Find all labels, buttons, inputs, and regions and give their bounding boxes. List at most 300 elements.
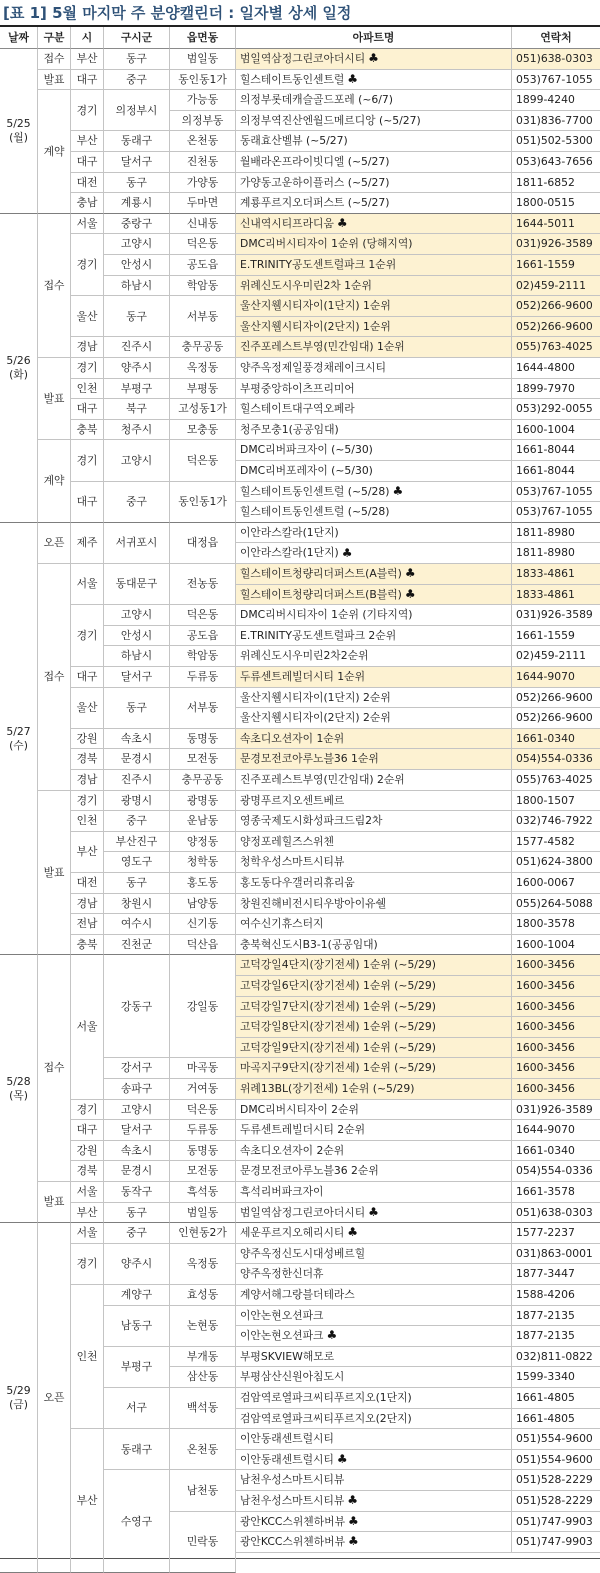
phone-cell: 1661-1559 xyxy=(512,255,600,276)
apartment-name: 힐스테이트청량리더퍼스트(A블럭) xyxy=(240,567,402,581)
town-cell: 동인동1가 xyxy=(170,482,236,523)
apartment-cell xyxy=(236,49,512,70)
apartment-cell xyxy=(236,1244,512,1265)
town-cell: 덕은동 xyxy=(170,440,236,481)
district-cell: 진주시 xyxy=(104,770,170,791)
district-cell: 동래구 xyxy=(104,131,170,152)
apartment-cell xyxy=(236,543,512,564)
district-cell: 고양시 xyxy=(104,1100,170,1121)
phone-cell: 1644-9070 xyxy=(512,1120,600,1141)
town-cell: 흑석동 xyxy=(170,1182,236,1203)
district-cell: 서구 xyxy=(104,1388,170,1429)
apartment-name: 이안논현오션파크 xyxy=(240,1308,324,1322)
town-cell: 남천동 xyxy=(170,1470,236,1511)
apartment-name: 월배라온프라이빗디엘 (~5/27) xyxy=(240,155,390,169)
town-cell: 전농동 xyxy=(170,564,236,605)
apartment-cell xyxy=(236,873,512,894)
phone-cell: 031)926-3589 xyxy=(512,234,600,255)
town-cell: 서부동 xyxy=(170,296,236,337)
city-cell: 경기 xyxy=(71,791,104,812)
town-cell: 인현동2가 xyxy=(170,1223,236,1244)
phone-cell: 1661-3578 xyxy=(512,1182,600,1203)
town-cell: 충무공동 xyxy=(170,337,236,358)
phone-cell: 051)528-2229 xyxy=(512,1491,600,1512)
city-cell: 경기 xyxy=(71,358,104,379)
club-icon: ♣ xyxy=(368,51,379,66)
district-cell: 청주시 xyxy=(104,420,170,441)
apartment-cell xyxy=(236,1306,512,1327)
town-cell: 덕산읍 xyxy=(170,935,236,956)
apartment-name: 홍도동다우갤러리휴리움 xyxy=(240,876,355,890)
apartment-name: 고덕강일9단지(장기전세) 1순위 (~5/29) xyxy=(240,1040,436,1054)
town-cell: 범일동 xyxy=(170,1203,236,1224)
apartment-cell xyxy=(236,1512,512,1533)
district-cell: 수영구 xyxy=(104,1470,170,1573)
district-cell: 문경시 xyxy=(104,749,170,770)
city-cell: 인천 xyxy=(71,379,104,400)
district-cell: 안성시 xyxy=(104,255,170,276)
district-cell: 하남시 xyxy=(104,276,170,297)
city-cell: 충북 xyxy=(71,935,104,956)
type-cell: 접수 xyxy=(38,564,71,791)
apartment-name: 부평삼산신원아침도시 xyxy=(240,1370,345,1384)
apartment-cell xyxy=(236,1326,512,1347)
phone-cell: 053)767-1055 xyxy=(512,502,600,523)
phone-cell: 052)266-9600 xyxy=(512,317,600,338)
city-cell: 대구 xyxy=(71,70,104,91)
city-cell: 대구 xyxy=(71,667,104,688)
district-cell: 동작구 xyxy=(104,1182,170,1203)
city-cell: 충남 xyxy=(71,193,104,214)
apartment-cell xyxy=(236,749,512,770)
apartment-cell xyxy=(236,1388,512,1409)
phone-cell: 1661-4805 xyxy=(512,1409,600,1430)
district-cell: 속초시 xyxy=(104,1141,170,1162)
phone-cell: 031)836-7700 xyxy=(512,111,600,132)
apartment-name: 창원진해비전시티우방아이유쉘 xyxy=(240,896,387,910)
town-cell: 공도읍 xyxy=(170,255,236,276)
town-cell: 대정읍 xyxy=(170,523,236,564)
apartment-name: E.TRINITY공도센트럴파크 1순위 xyxy=(240,258,397,272)
phone-cell: 051)624-3800 xyxy=(512,852,600,873)
schedule-table xyxy=(0,25,600,1559)
apartment-cell xyxy=(236,523,512,544)
city-cell: 강원 xyxy=(71,1141,104,1162)
phone-cell: 1600-3456 xyxy=(512,1017,600,1038)
phone-cell: 1811-6852 xyxy=(512,173,600,194)
town-cell: 덕은동 xyxy=(170,234,236,255)
town-cell: 운남동 xyxy=(170,811,236,832)
district-cell: 양주시 xyxy=(104,1244,170,1285)
phone-cell: 1577-2237 xyxy=(512,1223,600,1244)
phone-cell: 032)811-0822 xyxy=(512,1347,600,1368)
date-cell: 5/29 (금) xyxy=(0,1223,38,1573)
apartment-cell xyxy=(236,708,512,729)
apartment-name: 검암역로열파크씨티푸르지오(1단지) xyxy=(240,1391,412,1405)
apartment-cell xyxy=(236,935,512,956)
type-cell: 발표 xyxy=(38,1182,71,1223)
apartment-cell xyxy=(236,337,512,358)
town-cell: 민락동 xyxy=(170,1512,236,1573)
city-cell: 부산 xyxy=(71,1203,104,1224)
phone-cell: 054)554-0336 xyxy=(512,1161,600,1182)
apartment-cell xyxy=(236,1141,512,1162)
apartment-name: DMC리버시티자이 2순위 xyxy=(240,1102,359,1116)
apartment-cell xyxy=(236,1161,512,1182)
apartment-cell xyxy=(236,255,512,276)
phone-cell: 02)459-2111 xyxy=(512,276,600,297)
apartment-cell xyxy=(236,131,512,152)
phone-cell: 052)266-9600 xyxy=(512,708,600,729)
apartment-name: 남천우성스마트시티뷰 xyxy=(240,1473,345,1487)
apartment-name: 진주포레스트부영(민간임대) 1순위 xyxy=(240,340,405,354)
apartment-cell xyxy=(236,70,512,91)
town-cell: 효성동 xyxy=(170,1285,236,1306)
apartment-cell xyxy=(236,1285,512,1306)
district-cell: 강동구 xyxy=(104,955,170,1058)
town-cell: 덕은동 xyxy=(170,1100,236,1121)
apartment-cell xyxy=(236,214,512,235)
city-cell: 경기 xyxy=(71,1244,104,1285)
city-cell: 경기 xyxy=(71,90,104,131)
apartment-name: 이안라스칼라(1단지) xyxy=(240,525,339,539)
type-cell: 발표 xyxy=(38,791,71,956)
phone-cell: 1811-8980 xyxy=(512,543,600,564)
apartment-cell xyxy=(236,976,512,997)
apartment-cell xyxy=(236,1429,512,1450)
city-cell: 충북 xyxy=(71,420,104,441)
district-cell: 중구 xyxy=(104,70,170,91)
city-cell: 서울 xyxy=(71,1182,104,1203)
apartment-name: 고덕강일6단지(장기전세) 1순위 (~5/29) xyxy=(240,979,436,993)
town-cell: 두마면 xyxy=(170,193,236,214)
apartment-cell xyxy=(236,688,512,709)
apartment-name: 양주옥정신도시대성베르힐 xyxy=(240,1246,366,1260)
apartment-name: 힐스테이트동인센트럴 xyxy=(240,72,345,86)
city-cell: 대구 xyxy=(71,1120,104,1141)
phone-cell: 1600-1004 xyxy=(512,420,600,441)
apartment-name: 의정부롯데캐슬골드포레 (~6/7) xyxy=(240,93,394,107)
apartment-cell xyxy=(236,1182,512,1203)
district-cell: 중구 xyxy=(104,482,170,523)
phone-cell: 053)292-0055 xyxy=(512,399,600,420)
apartment-name: 여수신기휴스터지 xyxy=(240,917,324,931)
city-cell: 부산 xyxy=(71,131,104,152)
town-cell: 서부동 xyxy=(170,688,236,729)
town-cell: 논현동 xyxy=(170,1306,236,1347)
apartment-cell xyxy=(236,1058,512,1079)
phone-cell: 1644-4800 xyxy=(512,358,600,379)
phone-cell: 053)767-1055 xyxy=(512,482,600,503)
apartment-name: 검암역로열파크씨티푸르지오(2단지) xyxy=(240,1411,412,1425)
date-cell: 5/26 (화) xyxy=(0,214,38,523)
apartment-name: 위례신도시우미린2차2순위 xyxy=(240,649,369,663)
phone-cell: 1800-1507 xyxy=(512,791,600,812)
phone-cell: 051)747-9903 xyxy=(512,1532,600,1553)
apartment-cell xyxy=(236,852,512,873)
type-cell: 접수 xyxy=(38,49,71,70)
apartment-name: 울산지웰시티자이(2단지) 1순위 xyxy=(240,319,391,333)
apartment-name: 힐스테이트청량리더퍼스트(B블럭) xyxy=(240,587,402,601)
district-cell: 부산진구 xyxy=(104,832,170,853)
district-cell: 동구 xyxy=(104,49,170,70)
town-cell: 충무공동 xyxy=(170,770,236,791)
apartment-name: 고덕강일8단지(장기전세) 1순위 (~5/29) xyxy=(240,1020,436,1034)
header-town: 읍면동 xyxy=(170,27,236,49)
apartment-cell xyxy=(236,234,512,255)
district-cell: 동구 xyxy=(104,1203,170,1224)
club-icon: ♣ xyxy=(368,1204,379,1219)
apartment-name: 진주포레스트부영(민간임대) 2순위 xyxy=(240,773,405,787)
apartment-cell xyxy=(236,173,512,194)
district-cell: 달서구 xyxy=(104,667,170,688)
club-icon: ♣ xyxy=(347,71,359,86)
city-cell: 대전 xyxy=(71,173,104,194)
town-cell: 범일동 xyxy=(170,49,236,70)
city-cell: 대구 xyxy=(71,399,104,420)
apartment-name: 범일역삼정그린코아더시티 xyxy=(240,52,366,66)
city-cell: 서울 xyxy=(71,1223,104,1244)
district-cell: 광명시 xyxy=(104,791,170,812)
phone-cell: 1661-1559 xyxy=(512,626,600,647)
phone-cell: 053)767-1055 xyxy=(512,70,600,91)
club-icon: ♣ xyxy=(347,1493,359,1508)
phone-cell: 051)502-5300 xyxy=(512,131,600,152)
date-cell: 5/27 (수) xyxy=(0,523,38,956)
apartment-name: 이안논현오션파크 xyxy=(240,1329,324,1343)
apartment-name: 이안라스칼라(1단지) xyxy=(240,546,339,560)
apartment-name: 문경모전코아루노블36 1순위 xyxy=(240,752,379,766)
phone-cell: 1600-3456 xyxy=(512,1058,600,1079)
phone-cell: 1661-0340 xyxy=(512,1141,600,1162)
phone-cell: 1644-9070 xyxy=(512,667,600,688)
apartment-name: 속초디오션자이 1순위 xyxy=(240,731,345,745)
district-cell: 고양시 xyxy=(104,605,170,626)
district-cell: 계룡시 xyxy=(104,193,170,214)
apartment-cell xyxy=(236,914,512,935)
apartment-cell xyxy=(236,605,512,626)
city-cell: 서울 xyxy=(71,564,104,605)
apartment-name: 두류센트레빌더시티 1순위 xyxy=(240,670,366,684)
apartment-name: DMC리버시티자이 1순위 (기타지역) xyxy=(240,608,413,622)
city-cell: 경남 xyxy=(71,894,104,915)
apartment-cell xyxy=(236,317,512,338)
apartment-cell xyxy=(236,1491,512,1512)
header-type: 구분 xyxy=(38,27,71,49)
apartment-cell xyxy=(236,626,512,647)
city-cell: 강원 xyxy=(71,729,104,750)
apartment-name: 동래효산벨뷰 (~5/27) xyxy=(240,134,348,148)
town-cell: 덕은동 xyxy=(170,605,236,626)
city-cell: 인천 xyxy=(71,1285,104,1429)
city-cell: 대구 xyxy=(71,482,104,523)
phone-cell: 1577-4582 xyxy=(512,832,600,853)
town-cell: 강일동 xyxy=(170,955,236,1058)
phone-cell: 051)638-0303 xyxy=(512,1203,600,1224)
apartment-cell xyxy=(236,564,512,585)
city-cell: 울산 xyxy=(71,296,104,337)
city-cell: 대구 xyxy=(71,152,104,173)
apartment-cell xyxy=(236,955,512,976)
phone-cell: 052)266-9600 xyxy=(512,296,600,317)
city-cell: 서울 xyxy=(71,214,104,235)
district-cell: 문경시 xyxy=(104,1161,170,1182)
apartment-cell xyxy=(236,1264,512,1285)
apartment-name: 이안동래센트럴시티 xyxy=(240,1432,334,1446)
district-cell: 동구 xyxy=(104,873,170,894)
town-cell: 동인동1가 xyxy=(170,70,236,91)
club-icon: ♣ xyxy=(404,566,416,581)
district-cell: 부평구 xyxy=(104,379,170,400)
phone-cell: 031)926-3589 xyxy=(512,605,600,626)
type-cell: 접수 xyxy=(38,214,71,358)
type-cell: 접수 xyxy=(38,955,71,1182)
apartment-cell xyxy=(236,1347,512,1368)
apartment-name: E.TRINITY공도센트럴파크 2순위 xyxy=(240,628,397,642)
district-cell: 동대문구 xyxy=(104,564,170,605)
city-cell: 경남 xyxy=(71,770,104,791)
city-cell: 경남 xyxy=(71,337,104,358)
apartment-cell xyxy=(236,646,512,667)
city-cell: 전남 xyxy=(71,914,104,935)
town-cell: 학암동 xyxy=(170,276,236,297)
phone-cell: 1877-2135 xyxy=(512,1306,600,1327)
phone-cell: 052)266-9600 xyxy=(512,688,600,709)
apartment-name: 계룡푸르지오더퍼스트 (~5/27) xyxy=(240,196,390,210)
city-cell: 대전 xyxy=(71,873,104,894)
apartment-cell xyxy=(236,1203,512,1224)
town-cell: 고성동1가 xyxy=(170,399,236,420)
apartment-name: 문경모전코아루노블36 2순위 xyxy=(240,1164,379,1178)
apartment-cell xyxy=(236,1450,512,1471)
district-cell: 진주시 xyxy=(104,337,170,358)
type-cell: 발표 xyxy=(38,358,71,440)
apartment-cell xyxy=(236,1038,512,1059)
town-cell: 신기동 xyxy=(170,914,236,935)
apartment-cell xyxy=(236,90,512,111)
apartment-name: 광명푸르지오센트베르 xyxy=(240,793,345,807)
apartment-cell xyxy=(236,1223,512,1244)
apartment-cell xyxy=(236,1409,512,1430)
district-cell: 중구 xyxy=(104,1223,170,1244)
apartment-cell xyxy=(236,276,512,297)
apartment-name: 부평SKVIEW해모로 xyxy=(240,1349,335,1363)
apartment-cell xyxy=(236,832,512,853)
club-icon: ♣ xyxy=(336,216,348,231)
town-cell: 거여동 xyxy=(170,1079,236,1100)
apartment-name: 신내역시티프라디움 xyxy=(240,216,334,230)
type-cell: 발표 xyxy=(38,70,71,91)
type-cell: 오픈 xyxy=(38,523,71,564)
town-cell: 동명동 xyxy=(170,1141,236,1162)
apartment-name: 의정부역진산엔월드메르디앙 (~5/27) xyxy=(240,113,421,127)
phone-cell: 1600-0067 xyxy=(512,873,600,894)
town-cell: 모전동 xyxy=(170,1161,236,1182)
apartment-name: 범일역삼정그린코아더시티 xyxy=(240,1205,366,1219)
apartment-cell xyxy=(236,894,512,915)
phone-cell: 055)763-4025 xyxy=(512,337,600,358)
phone-cell: 1600-3456 xyxy=(512,1038,600,1059)
phone-cell: 1899-7970 xyxy=(512,379,600,400)
phone-cell: 032)746-7922 xyxy=(512,811,600,832)
apartment-name: 부평중앙하이츠프리미어 xyxy=(240,381,355,395)
city-cell: 부산 xyxy=(71,49,104,70)
apartment-cell xyxy=(236,791,512,812)
apartment-name: 세운푸르지오헤리시티 xyxy=(240,1226,345,1240)
phone-cell: 1600-3456 xyxy=(512,976,600,997)
district-cell: 송파구 xyxy=(104,1079,170,1100)
apartment-cell xyxy=(236,1079,512,1100)
apartment-name: 힐스테이트동인센트럴 (~5/28) xyxy=(240,484,390,498)
apartment-cell xyxy=(236,461,512,482)
city-cell: 부산 xyxy=(71,1429,104,1573)
apartment-cell xyxy=(236,296,512,317)
town-cell: 옥정동 xyxy=(170,1244,236,1285)
apartment-cell xyxy=(236,193,512,214)
phone-cell: 1833-4861 xyxy=(512,564,600,585)
apartment-cell xyxy=(236,729,512,750)
town-cell: 두류동 xyxy=(170,1120,236,1141)
apartment-name: 고덕강일4단지(장기전세) 1순위 (~5/29) xyxy=(240,958,436,972)
club-icon: ♣ xyxy=(348,1534,359,1549)
club-icon: ♣ xyxy=(326,1328,338,1343)
apartment-name: 양주옥정한신더휴 xyxy=(240,1267,324,1281)
town-cell: 부개동 xyxy=(170,1347,236,1368)
phone-cell: 1588-4206 xyxy=(512,1285,600,1306)
apartment-name: 계양서해그랑블더테라스 xyxy=(240,1288,355,1302)
apartment-cell xyxy=(236,1532,512,1553)
town-cell: 신내동 xyxy=(170,214,236,235)
district-cell: 서귀포시 xyxy=(104,523,170,564)
district-cell: 동구 xyxy=(104,688,170,729)
apartment-name: 충북혁신도시B3-1(공공임대) xyxy=(240,937,378,951)
phone-cell: 031)926-3589 xyxy=(512,1100,600,1121)
apartment-cell xyxy=(236,399,512,420)
apartment-cell xyxy=(236,111,512,132)
city-cell: 경기 xyxy=(71,1100,104,1121)
apartment-cell xyxy=(236,667,512,688)
phone-cell: 031)863-0001 xyxy=(512,1244,600,1265)
phone-cell: 1661-8044 xyxy=(512,461,600,482)
town-cell: 가양동 xyxy=(170,173,236,194)
apartment-name: 위례신도시우미린2차 1순위 xyxy=(240,278,372,292)
apartment-cell xyxy=(236,358,512,379)
town-cell: 삼산동 xyxy=(170,1367,236,1388)
apartment-name: 위례13BL(장기전세) 1순위 (~5/29) xyxy=(240,1082,415,1096)
district-cell: 하남시 xyxy=(104,646,170,667)
header-district: 구시군 xyxy=(104,27,170,49)
apartment-name: 이안동래센트럴시티 xyxy=(240,1452,334,1466)
apartment-name: 남천우성스마트시티뷰 xyxy=(240,1494,345,1508)
town-cell: 옥정동 xyxy=(170,358,236,379)
apartment-name: 가양동고운하이플러스 (~5/27) xyxy=(240,175,390,189)
date-cell: 5/28 (목) xyxy=(0,955,38,1223)
town-cell: 백석동 xyxy=(170,1388,236,1429)
club-icon: ♣ xyxy=(348,1513,359,1528)
district-cell: 북구 xyxy=(104,399,170,420)
apartment-name: 마곡지구9단지(장기전세) 1순위 (~5/29) xyxy=(240,1061,436,1075)
header-date: 날짜 xyxy=(0,27,38,49)
phone-cell: 053)643-7656 xyxy=(512,152,600,173)
apartment-name: 고덕강일7단지(장기전세) 1순위 (~5/29) xyxy=(240,999,436,1013)
town-cell: 가능동 xyxy=(170,90,236,111)
apartment-cell xyxy=(236,379,512,400)
district-cell: 동구 xyxy=(104,296,170,337)
phone-cell: 02)459-2111 xyxy=(512,646,600,667)
district-cell: 부평구 xyxy=(104,1347,170,1388)
apartment-name: 흑석리버파크자이 xyxy=(240,1185,324,1199)
date-cell: 5/25 (월) xyxy=(0,49,38,214)
